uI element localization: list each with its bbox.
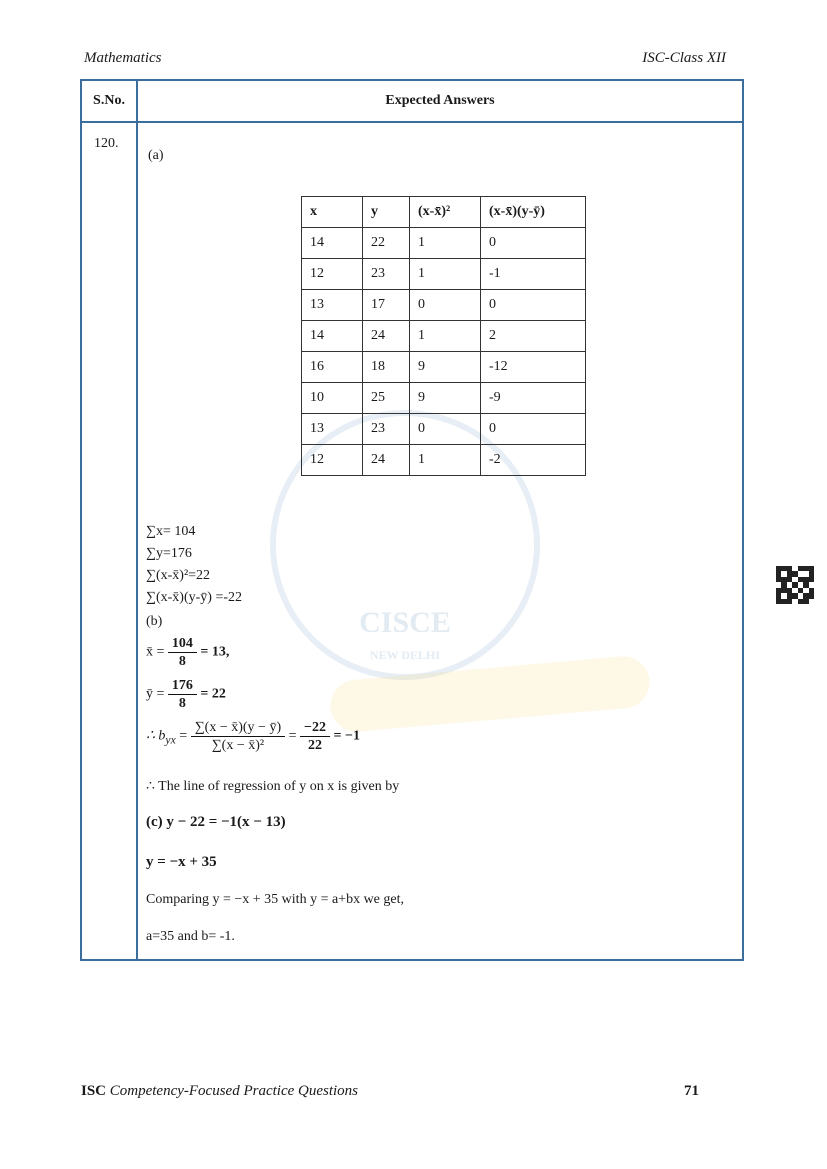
table-cell: 23	[363, 259, 410, 290]
table-row	[302, 445, 586, 476]
table-header-row	[302, 197, 586, 228]
watermark-city: NEW DELHI	[369, 648, 441, 662]
answers-header: Expected Answers	[385, 93, 495, 108]
table-cell: 0	[481, 414, 586, 445]
mean-y-rhs: = 22	[200, 686, 226, 702]
sum-y: ∑y=176	[146, 546, 192, 561]
column-divider	[136, 81, 138, 959]
table-cell: 1	[410, 228, 481, 259]
byx-subscript: yx	[165, 733, 176, 747]
sno-header: S.No.	[93, 93, 125, 108]
mean-x-fraction	[168, 635, 197, 670]
table-cell: 0	[410, 414, 481, 445]
footer-isc: ISC	[81, 1083, 107, 1099]
sum-dev-sq: ∑(x-x̄)²=22	[146, 568, 211, 583]
header-class: ISC-Class XII	[642, 50, 726, 66]
footer-title	[81, 1083, 358, 1100]
footer-book-title: Competency-Focused Practice Questions	[109, 1083, 359, 1099]
col-x: x	[302, 197, 363, 228]
mean-x-equation	[146, 635, 229, 670]
col-y: y	[363, 197, 410, 228]
part-c-equation: (c) y − 22 = −1(x − 13)	[146, 814, 286, 830]
byx-value-denominator: 22	[308, 738, 322, 753]
mean-y-denominator: 8	[178, 696, 186, 711]
regression-line-equation: y = −x + 35	[146, 854, 217, 870]
byx-value-numerator: −22	[300, 719, 330, 737]
table-cell: 17	[363, 290, 410, 321]
table-cell: 1	[410, 321, 481, 352]
table-cell: 0	[481, 228, 586, 259]
table-cell: 12	[302, 445, 363, 476]
table-cell: 18	[363, 352, 410, 383]
table-cell: 0	[481, 290, 586, 321]
byx-lhs: ∴ b	[146, 728, 166, 744]
result-text: a=35 and b= -1.	[146, 929, 235, 944]
table-cell: 14	[302, 321, 363, 352]
table-row	[302, 352, 586, 383]
table-row	[302, 383, 586, 414]
part-b-label: (b)	[146, 614, 163, 629]
byx-rhs: = −1	[333, 728, 360, 744]
page-number: 71	[684, 1083, 699, 1099]
regression-line-text: ∴ The line of regression of y on x is given by	[146, 779, 400, 794]
table-cell: 16	[302, 352, 363, 383]
mean-x-rhs: = 13,	[200, 644, 230, 660]
table-cell: 9	[410, 352, 481, 383]
table-cell: -1	[481, 259, 586, 290]
table-cell: -12	[481, 352, 586, 383]
mean-x-lhs: x̄ =	[146, 644, 165, 660]
table-cell: 23	[363, 414, 410, 445]
table-cell: 12	[302, 259, 363, 290]
table-cell: 25	[363, 383, 410, 414]
mean-x-numerator: 104	[168, 635, 197, 653]
part-a-label: (a)	[148, 148, 164, 163]
table-cell: 24	[363, 321, 410, 352]
byx-eq2: =	[288, 728, 297, 744]
table-cell: -9	[481, 383, 586, 414]
comparison-text: Comparing y = −x + 35 with y = a+bx we get,	[146, 892, 405, 907]
table-cell: 0	[410, 290, 481, 321]
byx-denominator: ∑(x − x̄)²	[211, 738, 265, 753]
watermark-name: CISCE	[359, 606, 451, 639]
table-cell: -2	[481, 445, 586, 476]
table-cell: 9	[410, 383, 481, 414]
table-row	[302, 290, 586, 321]
table-row	[302, 259, 586, 290]
col-dev-sq: (x-x̄)²	[410, 197, 481, 228]
sum-x: ∑x= 104	[146, 524, 196, 539]
mean-y-equation	[146, 677, 226, 712]
byx-numerator: ∑(x − x̄)(y − ȳ)	[191, 719, 285, 737]
table-cell: 13	[302, 414, 363, 445]
table-cell: 14	[302, 228, 363, 259]
table-cell: 24	[363, 445, 410, 476]
table-cell: 1	[410, 445, 481, 476]
table-cell: 10	[302, 383, 363, 414]
table-cell: 13	[302, 290, 363, 321]
table-cell: 1	[410, 259, 481, 290]
byx-fraction	[191, 719, 285, 754]
byx-value-fraction	[300, 719, 330, 754]
sum-dev-prod: ∑(x-x̄)(y-ȳ) =-22	[146, 590, 243, 605]
table-cell: 22	[363, 228, 410, 259]
mean-x-denominator: 8	[178, 654, 186, 669]
table-cell: 2	[481, 321, 586, 352]
mean-y-numerator: 176	[168, 677, 197, 695]
qr-code-icon	[776, 566, 814, 604]
answer-table	[80, 79, 744, 961]
table-row	[302, 414, 586, 445]
answer-content	[146, 81, 742, 959]
header-subject: Mathematics	[84, 50, 162, 66]
data-table	[301, 196, 586, 476]
col-dev-prod: (x-x̄)(y-ȳ)	[481, 197, 586, 228]
mean-y-lhs: ȳ =	[146, 686, 165, 702]
table-row	[302, 321, 586, 352]
byx-eq: =	[179, 728, 188, 744]
regression-coefficient-equation	[146, 719, 360, 754]
question-number: 120.	[94, 136, 119, 151]
mean-y-fraction	[168, 677, 197, 712]
table-row	[302, 228, 586, 259]
